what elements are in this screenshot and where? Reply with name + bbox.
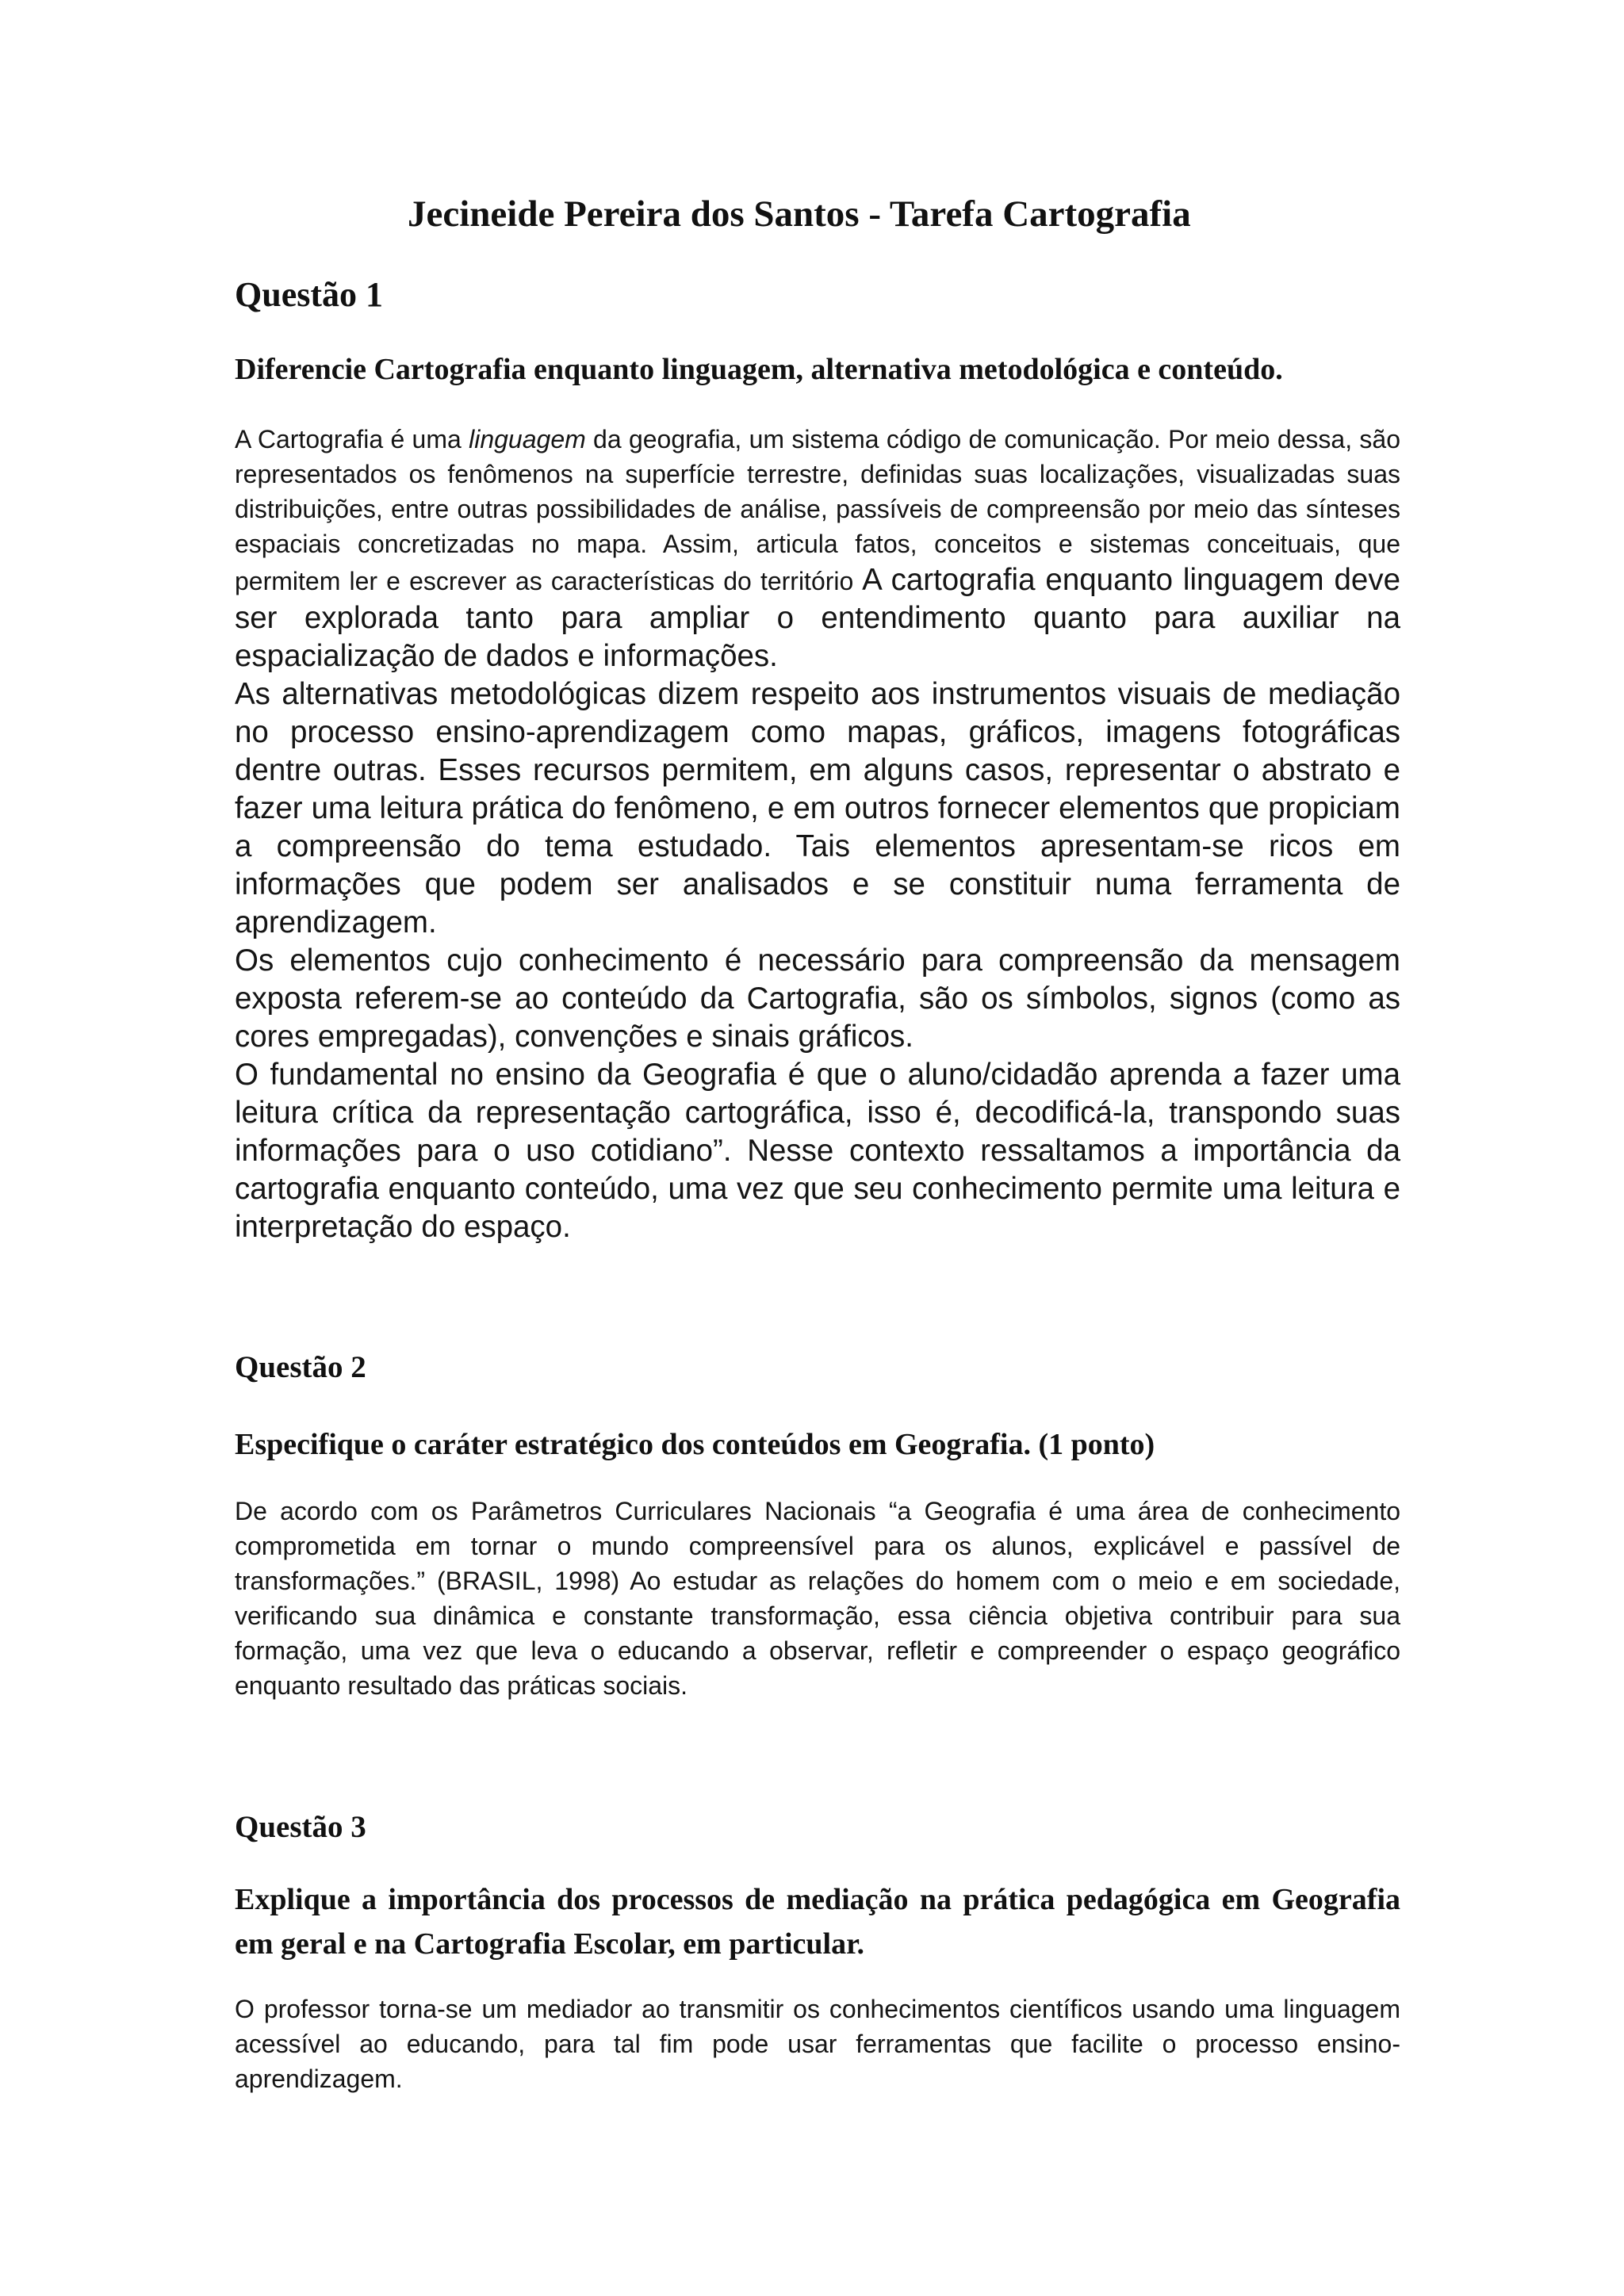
paragraph-1-part-b: da geografia, um sistema código de comunicação. Por meio dessa, são representados os fenômenos na superfície terrestre, definidas suas localizações, visualizadas suas distribuições, entre outras possibilidades de análise, passíveis de compreensão por meio das sínteses espaciais concretizadas no mapa. Assim, articula fatos, conceitos e sistemas conceituais, que permitem ler e escrever as características do território <box>235 425 1401 595</box>
question-1-prompt: Diferencie Cartografia enquanto linguagem, alternativa metodológica e conteúdo. <box>235 353 1283 386</box>
question-1-paragraph-4: O fundamental no ensino da Geografia é que o aluno/cidadão aprenda a fazer uma leitura crítica da representação cartográfica, isso é, decodificá-la, transpondo suas informações para o uso cotidiano”. Nesse contexto ressaltamos a importância da cartografia enquanto conteúdo, uma vez que seu conhecimento permite uma leitura e interpretação do espaço. <box>235 1058 1400 1244</box>
question-1-section <box>235 273 1400 317</box>
paragraph-1-emphasis: linguagem <box>469 425 586 453</box>
question-3-paragraph: O professor torna-se um mediador ao transmitir os conhecimentos científicos usando uma linguagem acessível ao educando, para tal fim pode usar ferramentas que facilite o processo ensino-aprendizagem. <box>235 1995 1400 2093</box>
question-1-paragraph-1 <box>235 422 1400 675</box>
question-1-prompt-block <box>235 347 1400 392</box>
question-2-label: Questão 2 <box>235 1350 366 1384</box>
question-2-section <box>235 1348 1400 1387</box>
question-1-paragraph-2: As alternativas metodológicas dizem respeito aos instrumentos visuais de mediação no processo ensino-aprendizagem como mapas, gráficos, imagens fotográficas dentre outras. Esses recursos permitem, em alguns casos, representar o abstrato e fazer uma leitura prática do fenômeno, e em outros fornecer elementos que propiciam a compreensão do tema estudado. Tais elementos apresentam-se ricos em informações que podem ser analisados e se constituir numa ferramenta de aprendizagem. <box>235 677 1400 939</box>
paragraph-1-part-c: A cartografia enquanto linguagem deve ser explorada tanto para ampliar o entendimento quanto para auxiliar na espacialização de dados e informações. <box>235 563 1400 673</box>
document-title: Jecineide Pereira dos Santos - Tarefa Cartografia <box>408 193 1191 235</box>
question-1-label: Questão 1 <box>235 275 383 314</box>
question-1-paragraph-3: Os elementos cujo conhecimento é necessário para compreensão da mensagem exposta referem-se ao conteúdo da Cartografia, são os símbolos, signos (como as cores empregadas), convenções e sinais gráficos. <box>235 943 1400 1054</box>
question-3-prompt: Explique a importância dos processos de mediação na prática pedagógica em Geografia em geral e na Cartografia Escolar, em particular. <box>235 1883 1400 1961</box>
question-2-prompt: Especifique o caráter estratégico dos conteúdos em Geografia. (1 ponto) <box>235 1428 1155 1461</box>
question-3-prompt-block <box>235 1877 1400 1966</box>
question-2-paragraph: De acordo com os Parâmetros Curriculares Nacionais “a Geografia é uma área de conhecimento comprometida em tornar o mundo compreensível para os alunos, explicável e passível de transformações.” (BRASIL, 1998) Ao estudar as relações do homem com o meio e em sociedade, verificando sua dinâmica e constante transformação, essa ciência objetiva contribuir para sua formação, uma vez que leva o educando a observar, refletir e compreender o espaço geográfico enquanto resultado das práticas sociais. <box>235 1497 1400 1700</box>
question-3-answer <box>235 1992 1400 2096</box>
question-2-prompt-block <box>235 1422 1400 1467</box>
paragraph-1-part-a: A Cartografia é uma <box>235 425 469 453</box>
question-3-label: Questão 3 <box>235 1810 366 1844</box>
question-2-answer <box>235 1494 1400 1703</box>
question-3-section <box>235 1808 1400 1847</box>
question-1-answer <box>235 422 1400 1246</box>
